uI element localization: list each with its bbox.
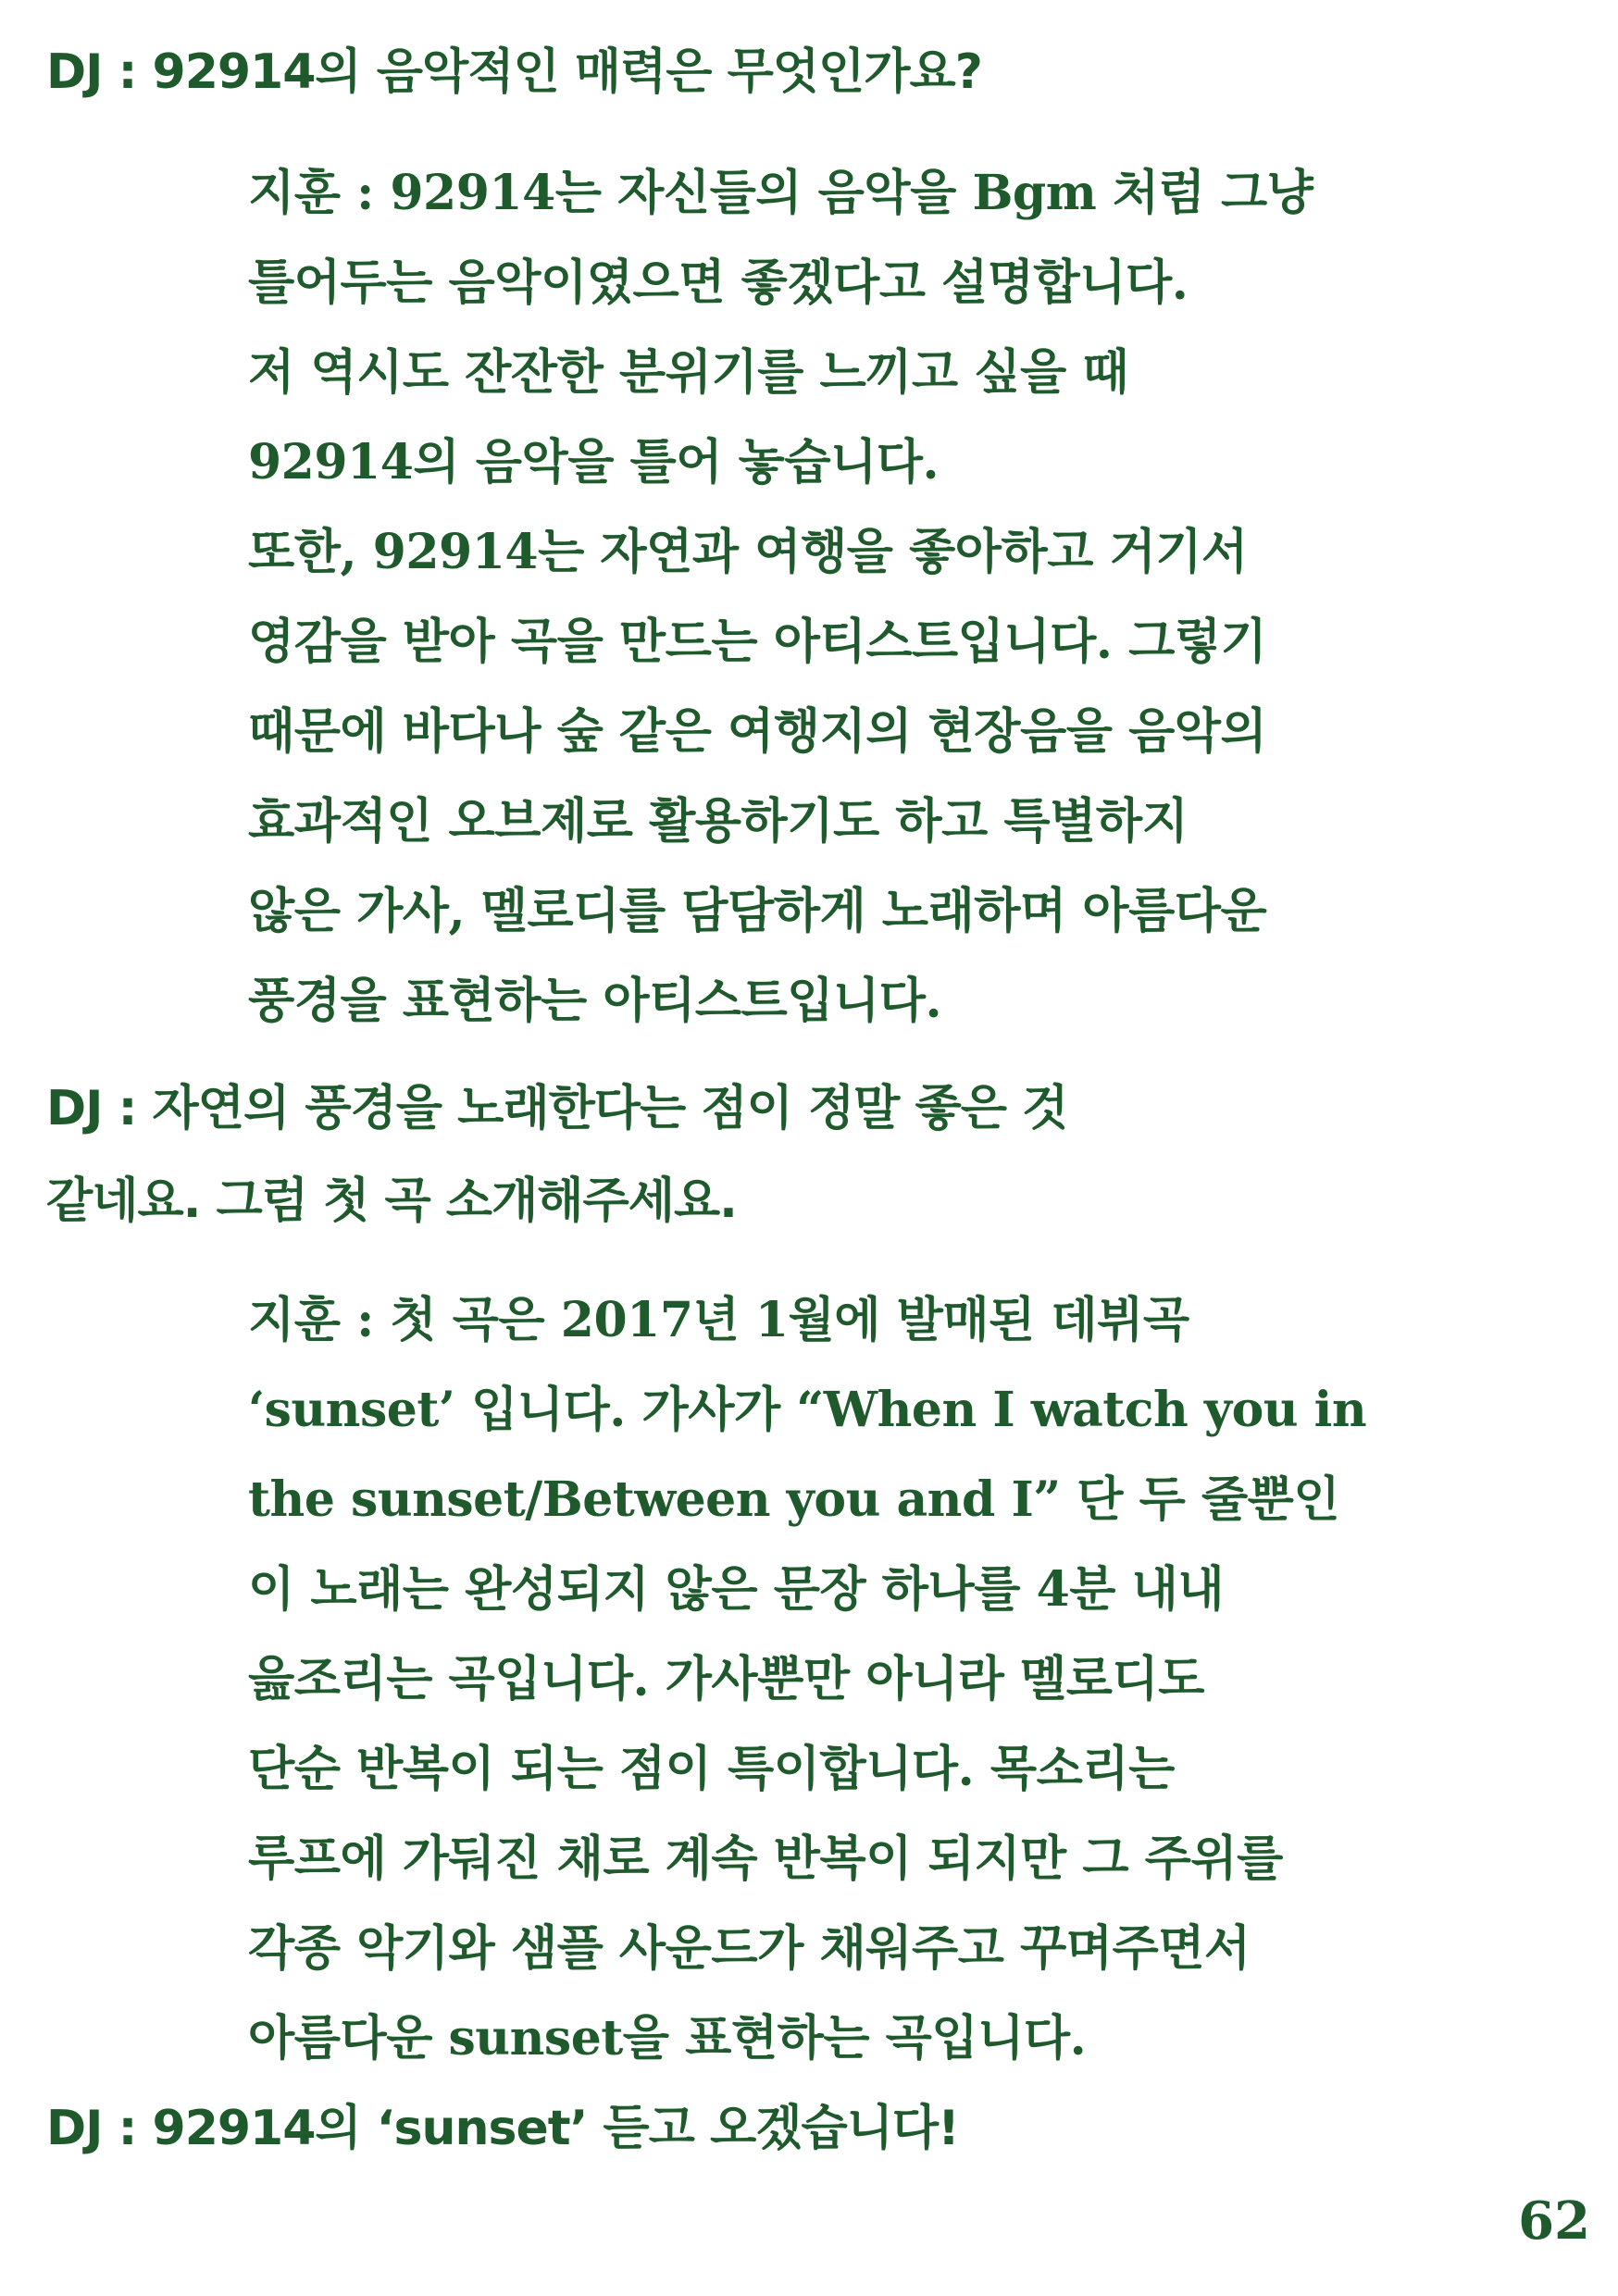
text-line: 단순 반복이 되는 점이 특이합니다. 목소리는 — [248, 1741, 1175, 1797]
text-line: 않은 가사, 멜로디를 담담하게 노래하며 아름다운 — [248, 883, 1267, 939]
text-line: 때문에 바다나 숲 같은 여행지의 현장음을 음악의 — [248, 703, 1267, 760]
text-line: 또한, 92914는 자연과 여행을 좋아하고 거기서 — [248, 524, 1248, 580]
text-line: 92914의 음악을 틀어 놓습니다. — [248, 434, 940, 490]
text-line: 이 노래는 완성되지 않은 문장 하나를 4분 내내 — [248, 1561, 1225, 1618]
text-line: 풍경을 표현하는 아티스트입니다. — [248, 973, 942, 1029]
text-line: 읊조리는 곡입니다. 가사뿐만 아니라 멜로디도 — [248, 1651, 1204, 1707]
jihoon-answer-2 — [248, 1275, 1366, 2083]
text-line: 아름다운 sunset을 표현하는 곡입니다. — [248, 2010, 1087, 2066]
dj-question-1 — [46, 26, 982, 118]
text-line: 저 역시도 잔잔한 분위기를 느끼고 싶을 때 — [248, 344, 1129, 401]
text-line: ‘sunset’ 입니다. 가사가 “When I watch you in — [248, 1382, 1367, 1438]
text-line: 영감을 받아 곡을 만드는 아티스트입니다. 그렇기 — [248, 614, 1267, 670]
jihoon-answer-1 — [248, 148, 1313, 1046]
text-line: 지훈 : 92914는 자신들의 음악을 Bgm 처럼 그냥 — [248, 165, 1313, 221]
text-line: DJ : 92914의 ‘sunset’ 듣고 오겠습니다! — [46, 2101, 959, 2156]
text-line: DJ : 자연의 풍경을 노래한다는 점이 정말 좋은 것 — [46, 1081, 1068, 1136]
text-line: the sunset/Between you and I” 단 두 줄뿐인 — [248, 1471, 1340, 1528]
text-line: 효과적인 오브제로 활용하기도 하고 특별하지 — [248, 793, 1189, 850]
dj-question-2 — [46, 1062, 1067, 1247]
text-line: 지훈 : 첫 곡은 2017년 1월에 발매된 데뷔곡 — [248, 1292, 1189, 1348]
text-line: 루프에 가둬진 채로 계속 반복이 되지만 그 주위를 — [248, 1831, 1283, 1887]
text-line: DJ : 92914의 음악적인 매력은 무엇인가요? — [46, 44, 982, 100]
page-number: 62 — [1518, 2191, 1590, 2252]
text-line: 각종 악기와 샘플 사운드가 채워주고 꾸며주면서 — [248, 1920, 1251, 1977]
text-line: 같네요. 그럼 첫 곡 소개해주세요. — [46, 1173, 737, 1229]
dj-closing — [46, 2082, 959, 2175]
text-line: 틀어두는 음악이였으면 좋겠다고 설명합니다. — [248, 254, 1189, 311]
